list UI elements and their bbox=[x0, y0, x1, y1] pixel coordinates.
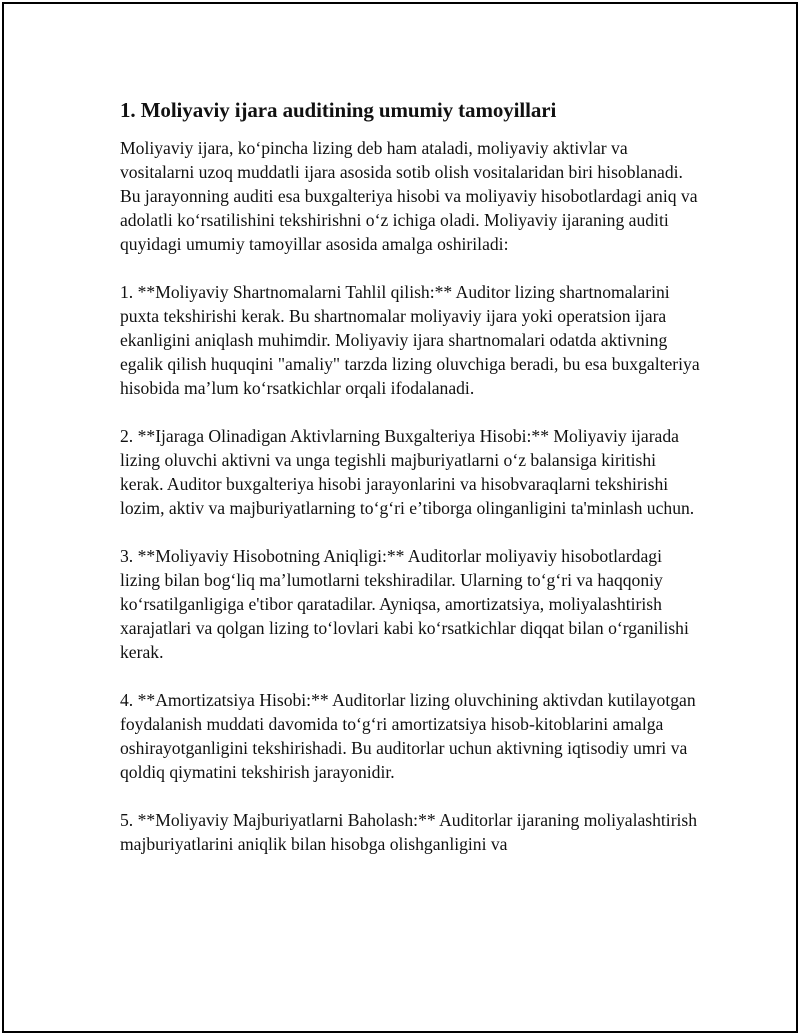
principle-paragraph-2: 2. **Ijaraga Olinadigan Aktivlarning Buxgalteriya Hisobi:** Moliyaviy ijarada lizing oluvchi aktivni va unga tegishli majburiyatlarni o‘z balansiga kiritishi kerak. Auditor buxgalteriya hisobi jarayonlarini va hisobvaraqlarni tekshirishi lozim, aktiv va majburiyatlarning to‘g‘ri e’tiborga olinganligini ta'minlash uchun. bbox=[120, 426, 695, 518]
principle-paragraph-5: 5. **Moliyaviy Majburiyatlarni Baholash:** Auditorlar ijaraning moliyalashtirish majburiyatlarini aniqlik bilan hisobga olishganligini va bbox=[120, 810, 698, 854]
section-heading: 1. Moliyaviy ijara auditining umumiy tamoyillari bbox=[120, 98, 557, 122]
page-frame bbox=[2, 2, 798, 1033]
principle-paragraph-4: 4. **Amortizatsiya Hisobi:** Auditorlar lizing oluvchining aktivdan kutilayotgan foydalanish muddati davomida to‘g‘ri amortizatsiya hisob-kitoblarini amalga oshirayotganligini tekshirishadi. Bu auditorlar uchun aktivning iqtisodiy umri va qoldiq qiymatini tekshirish jarayonidir. bbox=[120, 690, 696, 782]
intro-paragraph: Moliyaviy ijara, ko‘pincha lizing deb ham ataladi, moliyaviy aktivlar va vositalarni uzoq muddatli ijara asosida sotib olish vositalaridan biri hisoblanadi. Bu jarayonning auditi esa buxgalteriya hisobi va moliyaviy hisobotlardagi aniq va adolatli ko‘rsatilishini tekshirishni o‘z ichiga oladi. Moliyaviy ijaraning auditi quyidagi umumiy tamoyillar asosida amalga oshiriladi: bbox=[120, 138, 698, 254]
document-body bbox=[120, 96, 700, 880]
principle-paragraph-3: 3. **Moliyaviy Hisobotning Aniqligi:** Auditorlar moliyaviy hisobotlardagi lizing bilan bog‘liq ma’lumotlarni tekshiradilar. Ularning to‘g‘ri va haqqoniy ko‘rsatilganligiga e'tibor qaratadilar. Ayniqsa, amortizatsiya, moliyalashtirish xarajatlari va qolgan lizing to‘lovlari kabi ko‘rsatkichlar diqqat bilan o‘rganilishi kerak. bbox=[120, 546, 689, 662]
principle-paragraph-1: 1. **Moliyaviy Shartnomalarni Tahlil qilish:** Auditor lizing shartnomalarini puxta tekshirishi kerak. Bu shartnomalar moliyaviy ijara yoki operatsion ijara ekanligini aniqlash muhimdir. Moliyaviy ijara shartnomalari odatda aktivning egalik qilish huquqini "amaliy" tarzda lizing oluvchiga beradi, bu esa buxgalteriya hisobida ma’lum ko‘rsatkichlar orqali ifodalanadi. bbox=[120, 282, 700, 398]
